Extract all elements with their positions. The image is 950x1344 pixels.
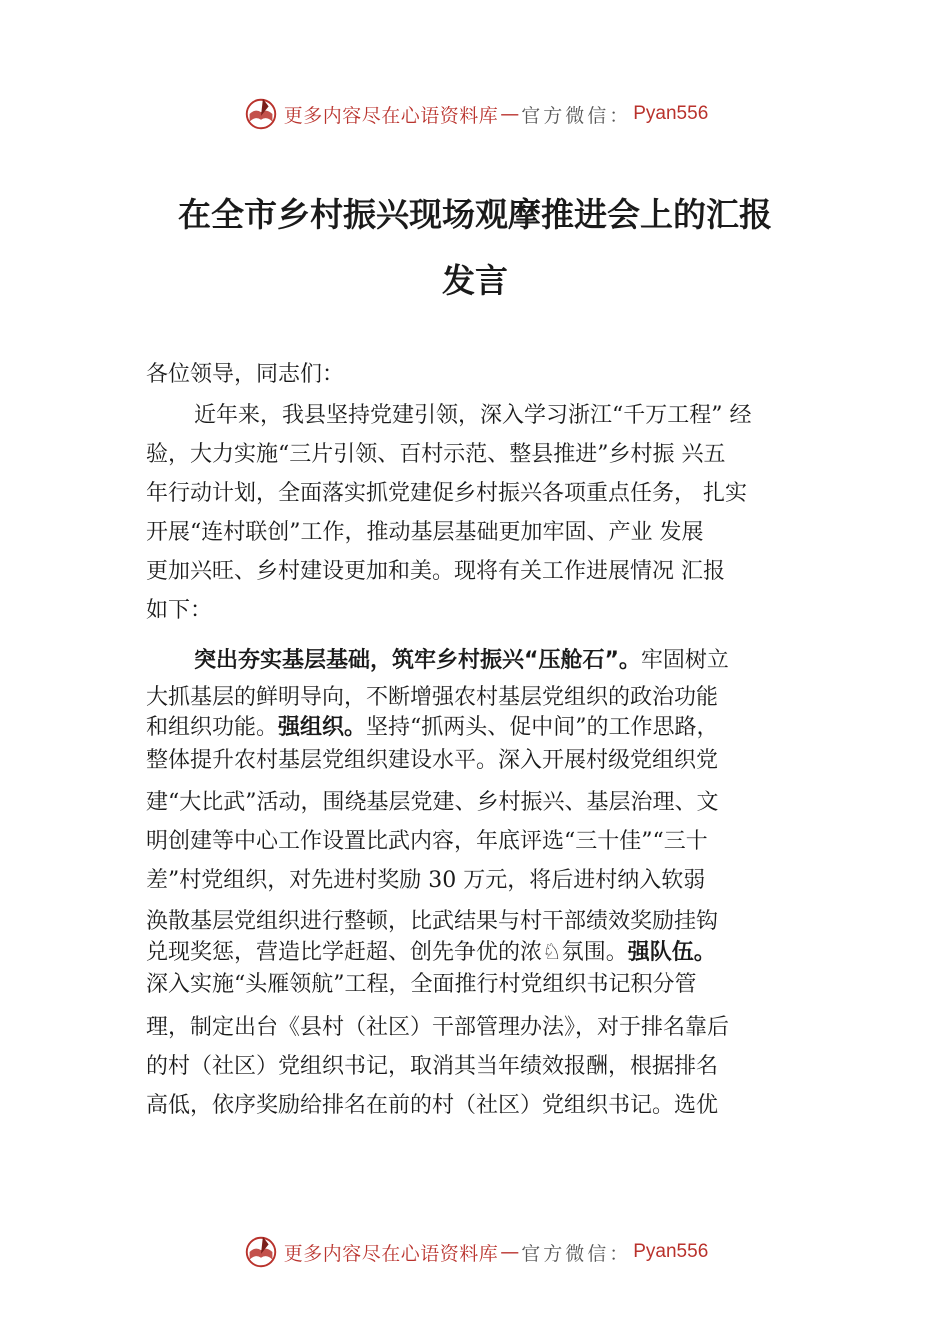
- paragraph-line: 如下：: [146, 598, 213, 623]
- document-title: [100, 182, 850, 314]
- salutation: 各位领导，同志们：: [146, 362, 345, 387]
- text-run: 兑现奖惩，营造比学赶超、创先争优的浓♘氛围。: [146, 940, 628, 965]
- title-line-2: 发言: [442, 261, 508, 300]
- paragraph-line: 整体提升农村基层党组织建设水平。深入开展村级党组织党: [146, 748, 719, 773]
- paragraph-line: 开展“连村联创”工作，推动基层基础更加牢固、产业 发展: [146, 520, 704, 545]
- watermark-banner-top: [0, 92, 950, 136]
- text-run: 坚持“抓两头、促中间”的工作思路，: [366, 715, 719, 740]
- banner-label: 官方微信：: [521, 104, 632, 127]
- book-quill-logo-icon: [242, 1233, 280, 1271]
- banner-wechat-id: Pyan556: [633, 103, 709, 124]
- paragraph-line: 的村（社区）党组织书记，取消其当年绩效报酬，根据排名: [146, 1054, 719, 1079]
- subheading-strengthen-organization: 强组织。: [278, 715, 367, 740]
- book-quill-logo-icon: [242, 95, 280, 133]
- title-line-1: 在全市乡村振兴现场观摩推进会上的汇报: [178, 195, 772, 234]
- paragraph-line: 高低，依序奖励给排名在前的村（社区）党组织书记。选优: [146, 1093, 719, 1118]
- paragraph-line: 大抓基层的鲜明导向，不断增强农村基层党组织的政治功能: [146, 685, 719, 710]
- paragraph-line: 理，制定出台《县村（社区）干部管理办法》，对于排名靠后: [146, 1015, 730, 1040]
- paragraph-line: [146, 938, 846, 968]
- paragraph-line: 涣散基层党组织进行整顿，比武结果与村干部绩效奖励挂钩: [146, 909, 719, 934]
- section-line: [194, 646, 894, 676]
- paragraph-line: [146, 713, 846, 743]
- banner-dash: —: [500, 103, 520, 125]
- section-text: 牢固树立: [640, 648, 729, 673]
- paragraph-line: 近年来，我县坚持党建引领，深入学习浙江“千万工程” 经: [194, 403, 752, 428]
- subheading-strengthen-team: 强队伍。: [627, 940, 716, 965]
- text-run: 和组织功能。: [146, 715, 279, 740]
- banner-dash: —: [500, 1241, 520, 1263]
- paragraph-line: 更加兴旺、乡村建设更加和美。现将有关工作进展情况 汇报: [146, 559, 725, 584]
- section-heading: 突出夯实基层基础，筑牢乡村振兴“压舱石”。: [194, 648, 641, 673]
- banner-label: 官方微信：: [521, 1242, 632, 1265]
- banner-text: 更多内容尽在心语资料库: [283, 104, 499, 127]
- watermark-banner-bottom: [0, 1230, 950, 1274]
- banner-wechat-id: Pyan556: [633, 1241, 709, 1262]
- banner-text: 更多内容尽在心语资料库: [283, 1242, 499, 1265]
- paragraph-line: 明创建等中心工作设置比武内容，年底评选“三十佳”“三十: [146, 829, 708, 854]
- paragraph-line: 验，大力实施“三片引领、百村示范、整县推进”乡村振 兴五: [146, 442, 726, 467]
- paragraph-line: 深入实施“头雁领航”工程，全面推行村党组织书记积分管: [146, 972, 697, 997]
- paragraph-line: 差”村党组织，对先进村奖励 30 万元，将后进村纳入软弱: [146, 868, 706, 893]
- paragraph-line: 建“大比武”活动，围绕基层党建、乡村振兴、基层治理、文: [146, 790, 719, 815]
- paragraph-line: 年行动计划，全面落实抓党建促乡村振兴各项重点任务， 扎实: [146, 481, 747, 506]
